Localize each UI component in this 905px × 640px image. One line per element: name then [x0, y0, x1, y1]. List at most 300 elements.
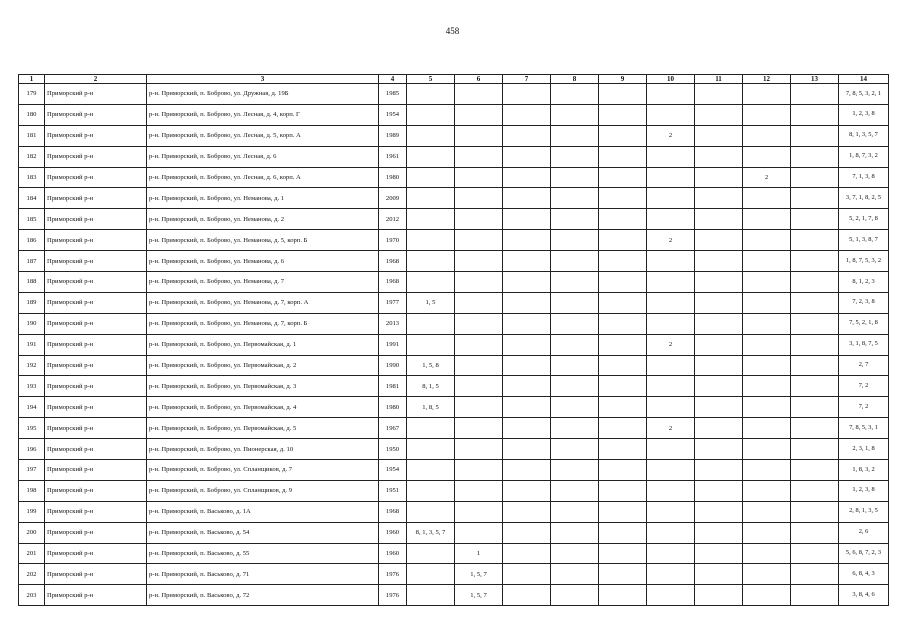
- row-number-cell: 199: [19, 501, 45, 522]
- col14-cell: 3, 8, 4, 6: [839, 585, 889, 606]
- address-cell: р-н. Приморский, п. Васьково, д. 1А: [147, 501, 379, 522]
- col14-cell: 7, 2, 3, 8: [839, 292, 889, 313]
- col6-cell: [455, 251, 503, 272]
- col8-cell: [551, 292, 599, 313]
- row-number-cell: 193: [19, 376, 45, 397]
- col9-cell: [599, 104, 647, 125]
- col13-cell: [791, 543, 839, 564]
- col14-cell: 7, 8, 5, 3, 1: [839, 418, 889, 439]
- col5-cell: [407, 272, 455, 293]
- year-cell: 1967: [379, 418, 407, 439]
- district-cell: Приморский р-н: [45, 146, 147, 167]
- col6-cell: [455, 84, 503, 105]
- col11-cell: [695, 84, 743, 105]
- col13-cell: [791, 230, 839, 251]
- address-cell: р-н. Приморский, п. Васьково, д. 72: [147, 585, 379, 606]
- col8-cell: [551, 460, 599, 481]
- col11-cell: [695, 188, 743, 209]
- table-row: [19, 543, 889, 564]
- col13-cell: [791, 564, 839, 585]
- column-header-7: 7: [503, 75, 551, 84]
- col7-cell: [503, 209, 551, 230]
- col5-cell: [407, 209, 455, 230]
- col12-cell: [743, 460, 791, 481]
- col14-cell: 2, 8, 1, 3, 5: [839, 501, 889, 522]
- col9-cell: [599, 355, 647, 376]
- year-cell: 1968: [379, 251, 407, 272]
- table-row: [19, 167, 889, 188]
- district-cell: Приморский р-н: [45, 104, 147, 125]
- col14-cell: 1, 8, 3, 2: [839, 460, 889, 481]
- col7-cell: [503, 230, 551, 251]
- col5-cell: [407, 230, 455, 251]
- row-number-cell: 179: [19, 84, 45, 105]
- col12-cell: [743, 564, 791, 585]
- district-cell: Приморский р-н: [45, 188, 147, 209]
- col11-cell: [695, 251, 743, 272]
- col13-cell: [791, 418, 839, 439]
- col10-cell: [647, 292, 695, 313]
- address-cell: р-н. Приморский, п. Васьково, д. 54: [147, 522, 379, 543]
- table-row: [19, 104, 889, 125]
- col5-cell: [407, 313, 455, 334]
- col6-cell: 1, 5, 7: [455, 585, 503, 606]
- district-cell: Приморский р-н: [45, 564, 147, 585]
- col7-cell: [503, 460, 551, 481]
- col14-cell: 1, 2, 3, 8: [839, 104, 889, 125]
- address-cell: р-н. Приморский, п. Боброво, ул. Спланщиков, д. 7: [147, 460, 379, 481]
- district-cell: Приморский р-н: [45, 167, 147, 188]
- col12-cell: 2: [743, 167, 791, 188]
- col11-cell: [695, 585, 743, 606]
- col13-cell: [791, 209, 839, 230]
- row-number-cell: 189: [19, 292, 45, 313]
- col11-cell: [695, 460, 743, 481]
- col8-cell: [551, 104, 599, 125]
- col6-cell: [455, 460, 503, 481]
- row-number-cell: 181: [19, 125, 45, 146]
- col5-cell: [407, 439, 455, 460]
- table-row: [19, 272, 889, 293]
- year-cell: 1970: [379, 230, 407, 251]
- column-header-5: 5: [407, 75, 455, 84]
- col12-cell: [743, 251, 791, 272]
- col10-cell: [647, 355, 695, 376]
- col7-cell: [503, 167, 551, 188]
- col8-cell: [551, 418, 599, 439]
- table-row: [19, 84, 889, 105]
- col10-cell: [647, 480, 695, 501]
- row-number-cell: 196: [19, 439, 45, 460]
- row-number-cell: 194: [19, 397, 45, 418]
- col8-cell: [551, 188, 599, 209]
- col14-cell: 7, 2: [839, 376, 889, 397]
- year-cell: 2012: [379, 209, 407, 230]
- address-cell: р-н. Приморский, п. Боброво, ул. Неманова, д. 2: [147, 209, 379, 230]
- row-number-cell: 188: [19, 272, 45, 293]
- column-header-1: 1: [19, 75, 45, 84]
- district-cell: Приморский р-н: [45, 355, 147, 376]
- col14-cell: 3, 7, 1, 8, 2, 5: [839, 188, 889, 209]
- col7-cell: [503, 125, 551, 146]
- col9-cell: [599, 292, 647, 313]
- col11-cell: [695, 439, 743, 460]
- col10-cell: [647, 313, 695, 334]
- col11-cell: [695, 355, 743, 376]
- col13-cell: [791, 334, 839, 355]
- col6-cell: [455, 272, 503, 293]
- col9-cell: [599, 125, 647, 146]
- col5-cell: 1, 5: [407, 292, 455, 313]
- col9-cell: [599, 543, 647, 564]
- year-cell: 1960: [379, 522, 407, 543]
- row-number-cell: 186: [19, 230, 45, 251]
- address-cell: р-н. Приморский, п. Боброво, ул. Неманова, д. 7, корп. А: [147, 292, 379, 313]
- district-cell: Приморский р-н: [45, 376, 147, 397]
- col9-cell: [599, 418, 647, 439]
- year-cell: 1985: [379, 84, 407, 105]
- col8-cell: [551, 543, 599, 564]
- district-cell: Приморский р-н: [45, 230, 147, 251]
- col11-cell: [695, 501, 743, 522]
- row-number-cell: 180: [19, 104, 45, 125]
- col7-cell: [503, 292, 551, 313]
- col10-cell: [647, 460, 695, 481]
- address-cell: р-н. Приморский, п. Боброво, ул. Первомайская, д. 1: [147, 334, 379, 355]
- address-cell: р-н. Приморский, п. Боброво, ул. Первомайская, д. 4: [147, 397, 379, 418]
- col14-cell: 5, 2, 1, 7, 8: [839, 209, 889, 230]
- col10-cell: [647, 376, 695, 397]
- col11-cell: [695, 522, 743, 543]
- row-number-cell: 200: [19, 522, 45, 543]
- col9-cell: [599, 564, 647, 585]
- col5-cell: [407, 334, 455, 355]
- col6-cell: [455, 104, 503, 125]
- col14-cell: 2, 3, 1, 8: [839, 439, 889, 460]
- year-cell: 1950: [379, 439, 407, 460]
- col7-cell: [503, 585, 551, 606]
- district-cell: Приморский р-н: [45, 292, 147, 313]
- col7-cell: [503, 84, 551, 105]
- col10-cell: [647, 585, 695, 606]
- col6-cell: [455, 230, 503, 251]
- column-header-9: 9: [599, 75, 647, 84]
- col7-cell: [503, 522, 551, 543]
- col11-cell: [695, 543, 743, 564]
- col14-cell: 7, 5, 2, 1, 8: [839, 313, 889, 334]
- col9-cell: [599, 272, 647, 293]
- district-cell: Приморский р-н: [45, 313, 147, 334]
- col5-cell: [407, 585, 455, 606]
- col13-cell: [791, 292, 839, 313]
- col6-cell: [455, 125, 503, 146]
- page-number: 458: [445, 26, 460, 36]
- col9-cell: [599, 501, 647, 522]
- col7-cell: [503, 543, 551, 564]
- col14-cell: 2, 6: [839, 522, 889, 543]
- col9-cell: [599, 251, 647, 272]
- table-row: [19, 439, 889, 460]
- col10-cell: [647, 209, 695, 230]
- table-row: [19, 460, 889, 481]
- district-cell: Приморский р-н: [45, 501, 147, 522]
- col10-cell: [647, 251, 695, 272]
- address-cell: р-н. Приморский, п. Боброво, ул. Дружная, д. 19Б: [147, 84, 379, 105]
- year-cell: 1951: [379, 480, 407, 501]
- row-number-cell: 197: [19, 460, 45, 481]
- col12-cell: [743, 480, 791, 501]
- col7-cell: [503, 397, 551, 418]
- col13-cell: [791, 272, 839, 293]
- col7-cell: [503, 334, 551, 355]
- row-number-cell: 195: [19, 418, 45, 439]
- district-cell: Приморский р-н: [45, 84, 147, 105]
- table-row: [19, 188, 889, 209]
- col10-cell: 2: [647, 230, 695, 251]
- col14-cell: 8, 1, 3, 5, 7: [839, 125, 889, 146]
- col5-cell: 1, 5, 8: [407, 355, 455, 376]
- col11-cell: [695, 564, 743, 585]
- col10-cell: [647, 522, 695, 543]
- col7-cell: [503, 313, 551, 334]
- col6-cell: [455, 418, 503, 439]
- col13-cell: [791, 480, 839, 501]
- col13-cell: [791, 501, 839, 522]
- col12-cell: [743, 84, 791, 105]
- col8-cell: [551, 564, 599, 585]
- col8-cell: [551, 209, 599, 230]
- district-cell: Приморский р-н: [45, 272, 147, 293]
- year-cell: 1954: [379, 460, 407, 481]
- col12-cell: [743, 334, 791, 355]
- col9-cell: [599, 209, 647, 230]
- col13-cell: [791, 460, 839, 481]
- col8-cell: [551, 355, 599, 376]
- col5-cell: [407, 167, 455, 188]
- col12-cell: [743, 585, 791, 606]
- year-cell: 1960: [379, 543, 407, 564]
- year-cell: 1981: [379, 376, 407, 397]
- col6-cell: 1: [455, 543, 503, 564]
- address-cell: р-н. Приморский, п. Боброво, ул. Лесная, д. 5, корп. А: [147, 125, 379, 146]
- col8-cell: [551, 313, 599, 334]
- col9-cell: [599, 397, 647, 418]
- address-cell: р-н. Приморский, п. Боброво, ул. Лесная, д. 6, корп. А: [147, 167, 379, 188]
- address-cell: р-н. Приморский, п. Боброво, ул. Пионерская, д. 10: [147, 439, 379, 460]
- row-number-cell: 202: [19, 564, 45, 585]
- col8-cell: [551, 146, 599, 167]
- col11-cell: [695, 334, 743, 355]
- table-row: [19, 376, 889, 397]
- address-cell: р-н. Приморский, п. Васьково, д. 55: [147, 543, 379, 564]
- address-cell: р-н. Приморский, п. Боброво, ул. Лесная, д. 4, корп. Г: [147, 104, 379, 125]
- header-row: [19, 75, 889, 84]
- year-cell: 1954: [379, 104, 407, 125]
- row-number-cell: 184: [19, 188, 45, 209]
- col9-cell: [599, 167, 647, 188]
- table-row: [19, 501, 889, 522]
- year-cell: 1977: [379, 292, 407, 313]
- col12-cell: [743, 439, 791, 460]
- column-header-3: 3: [147, 75, 379, 84]
- col14-cell: 7, 1, 3, 8: [839, 167, 889, 188]
- col7-cell: [503, 146, 551, 167]
- address-cell: р-н. Приморский, п. Боброво, ул. Неманова, д. 6: [147, 251, 379, 272]
- col13-cell: [791, 439, 839, 460]
- column-header-13: 13: [791, 75, 839, 84]
- col5-cell: [407, 460, 455, 481]
- col8-cell: [551, 376, 599, 397]
- col8-cell: [551, 585, 599, 606]
- col10-cell: [647, 146, 695, 167]
- row-number-cell: 187: [19, 251, 45, 272]
- col13-cell: [791, 313, 839, 334]
- col6-cell: [455, 209, 503, 230]
- row-number-cell: 182: [19, 146, 45, 167]
- col14-cell: 3, 1, 8, 7, 5: [839, 334, 889, 355]
- col5-cell: [407, 104, 455, 125]
- district-cell: Приморский р-н: [45, 585, 147, 606]
- col5-cell: [407, 543, 455, 564]
- col9-cell: [599, 230, 647, 251]
- year-cell: 1961: [379, 146, 407, 167]
- year-cell: 1990: [379, 355, 407, 376]
- column-header-4: 4: [379, 75, 407, 84]
- col12-cell: [743, 418, 791, 439]
- col8-cell: [551, 439, 599, 460]
- col8-cell: [551, 480, 599, 501]
- year-cell: 1991: [379, 334, 407, 355]
- col8-cell: [551, 272, 599, 293]
- column-header-10: 10: [647, 75, 695, 84]
- row-number-cell: 201: [19, 543, 45, 564]
- col11-cell: [695, 418, 743, 439]
- district-cell: Приморский р-н: [45, 418, 147, 439]
- col9-cell: [599, 334, 647, 355]
- address-cell: р-н. Приморский, п. Боброво, ул. Лесная, д. 6: [147, 146, 379, 167]
- col12-cell: [743, 313, 791, 334]
- district-cell: Приморский р-н: [45, 543, 147, 564]
- col14-cell: 6, 8, 4, 3: [839, 564, 889, 585]
- col11-cell: [695, 125, 743, 146]
- col12-cell: [743, 376, 791, 397]
- col9-cell: [599, 84, 647, 105]
- col8-cell: [551, 501, 599, 522]
- col13-cell: [791, 251, 839, 272]
- col6-cell: [455, 334, 503, 355]
- table-row: [19, 209, 889, 230]
- table-row: [19, 355, 889, 376]
- col11-cell: [695, 397, 743, 418]
- col13-cell: [791, 585, 839, 606]
- col12-cell: [743, 292, 791, 313]
- col13-cell: [791, 376, 839, 397]
- col8-cell: [551, 167, 599, 188]
- table-row: [19, 418, 889, 439]
- col10-cell: 2: [647, 334, 695, 355]
- row-number-cell: 183: [19, 167, 45, 188]
- year-cell: 1968: [379, 501, 407, 522]
- address-cell: р-н. Приморский, п. Васьково, д. 71: [147, 564, 379, 585]
- col10-cell: [647, 501, 695, 522]
- col8-cell: [551, 397, 599, 418]
- district-cell: Приморский р-н: [45, 397, 147, 418]
- column-header-8: 8: [551, 75, 599, 84]
- column-header-12: 12: [743, 75, 791, 84]
- district-cell: Приморский р-н: [45, 522, 147, 543]
- col10-cell: [647, 564, 695, 585]
- year-cell: 1976: [379, 564, 407, 585]
- col11-cell: [695, 292, 743, 313]
- col6-cell: [455, 188, 503, 209]
- col6-cell: [455, 313, 503, 334]
- year-cell: 1980: [379, 397, 407, 418]
- col10-cell: [647, 104, 695, 125]
- col13-cell: [791, 125, 839, 146]
- col14-cell: 7, 2: [839, 397, 889, 418]
- col9-cell: [599, 439, 647, 460]
- col13-cell: [791, 397, 839, 418]
- col5-cell: 1, 8, 5: [407, 397, 455, 418]
- col12-cell: [743, 355, 791, 376]
- address-cell: р-н. Приморский, п. Боброво, ул. Неманова, д. 7: [147, 272, 379, 293]
- col14-cell: 2, 7: [839, 355, 889, 376]
- col11-cell: [695, 376, 743, 397]
- col12-cell: [743, 188, 791, 209]
- row-number-cell: 203: [19, 585, 45, 606]
- col14-cell: 8, 1, 2, 3: [839, 272, 889, 293]
- col13-cell: [791, 522, 839, 543]
- col14-cell: 5, 6, 8, 7, 2, 3: [839, 543, 889, 564]
- col7-cell: [503, 376, 551, 397]
- address-cell: р-н. Приморский, п. Боброво, ул. Первомайская, д. 2: [147, 355, 379, 376]
- col6-cell: [455, 167, 503, 188]
- data-table: [18, 74, 889, 606]
- col14-cell: 1, 8, 7, 3, 2: [839, 146, 889, 167]
- table-row: [19, 230, 889, 251]
- table-row: [19, 585, 889, 606]
- column-header-6: 6: [455, 75, 503, 84]
- col6-cell: [455, 355, 503, 376]
- col5-cell: [407, 564, 455, 585]
- col12-cell: [743, 104, 791, 125]
- address-cell: р-н. Приморский, п. Боброво, ул. Первомайская, д. 5: [147, 418, 379, 439]
- col6-cell: [455, 397, 503, 418]
- col5-cell: [407, 84, 455, 105]
- col12-cell: [743, 397, 791, 418]
- col11-cell: [695, 480, 743, 501]
- col6-cell: 1, 5, 7: [455, 564, 503, 585]
- col10-cell: 2: [647, 418, 695, 439]
- table-row: [19, 146, 889, 167]
- col6-cell: [455, 480, 503, 501]
- column-header-11: 11: [695, 75, 743, 84]
- col10-cell: [647, 439, 695, 460]
- col9-cell: [599, 460, 647, 481]
- district-cell: Приморский р-н: [45, 439, 147, 460]
- district-cell: Приморский р-н: [45, 480, 147, 501]
- col7-cell: [503, 104, 551, 125]
- col12-cell: [743, 230, 791, 251]
- address-cell: р-н. Приморский, п. Боброво, ул. Неманова, д. 7, корп. Б: [147, 313, 379, 334]
- col7-cell: [503, 188, 551, 209]
- col5-cell: [407, 501, 455, 522]
- row-number-cell: 192: [19, 355, 45, 376]
- table-row: [19, 251, 889, 272]
- table-row: [19, 564, 889, 585]
- row-number-cell: 198: [19, 480, 45, 501]
- col5-cell: [407, 146, 455, 167]
